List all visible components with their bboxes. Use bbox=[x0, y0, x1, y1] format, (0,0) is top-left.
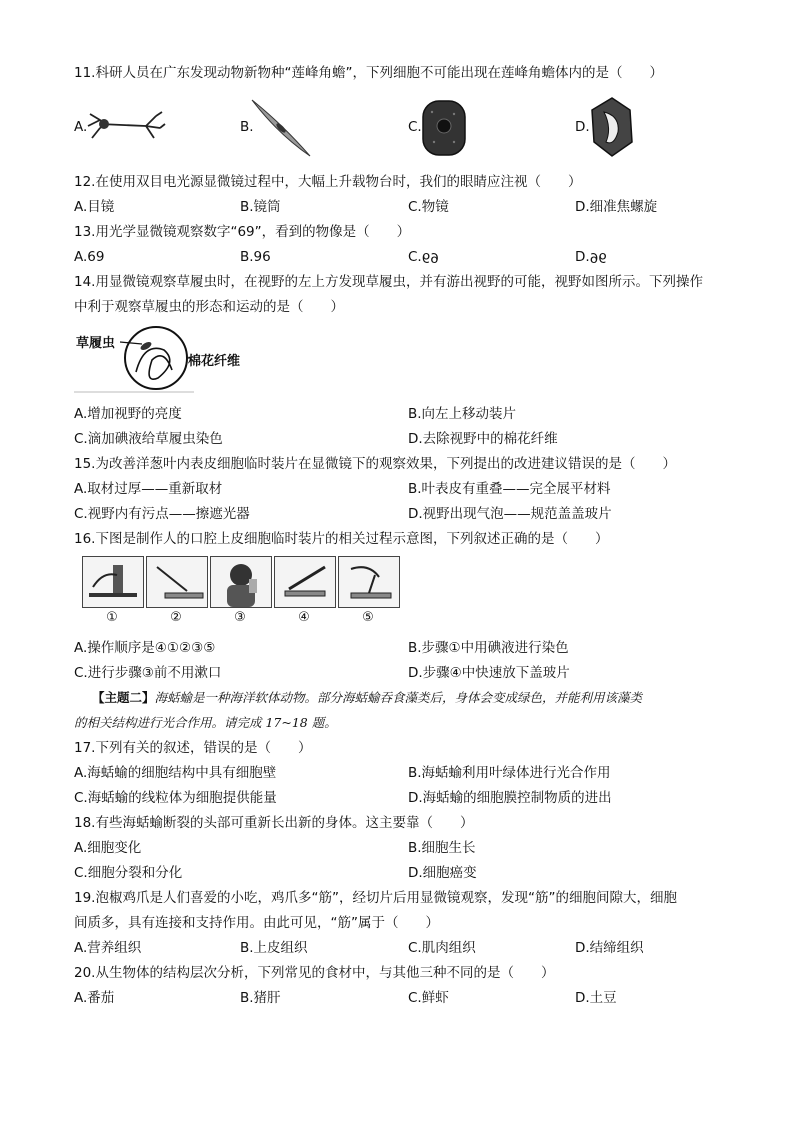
q15-option-b: B.叶表皮有重叠——完全展平材料 bbox=[408, 481, 611, 497]
q19-option-d: D.结缔组织 bbox=[575, 940, 644, 956]
microscope-field-figure bbox=[74, 322, 264, 394]
field-of-view-icon bbox=[74, 322, 194, 394]
q14-option-b: B.向左上移动装片 bbox=[408, 406, 517, 422]
plant-cell-image bbox=[590, 96, 634, 158]
q16-option-a: A.操作顺序是④①②③⑤ bbox=[74, 640, 216, 656]
q14-stem-1: 14.用显微镜观察草履虫时，在视野的左上方发现草履虫，并有游出视野的可能，视野如图所示。下列操作 bbox=[74, 274, 703, 290]
q13-option-d-flipped: 96 bbox=[589, 249, 607, 265]
q17-option-a: A.海蛞蝓的细胞结构中具有细胞壁 bbox=[74, 765, 277, 781]
q11-option-a: A. bbox=[74, 119, 88, 135]
q18-option-c: C.细胞分裂和分化 bbox=[74, 865, 183, 881]
round-cell-image bbox=[420, 98, 468, 158]
q14-option-c: C.滴加碘液给草履虫染色 bbox=[74, 431, 223, 447]
q11-stem: 11.科研人员在广东发现动物新物种“莲峰角蟾”，下列细胞不可能出现在莲峰角蟾体内的是（ ） bbox=[74, 65, 663, 81]
topic-2-label: 【主题二】 bbox=[92, 690, 155, 705]
q19-option-a: A.营养组织 bbox=[74, 940, 142, 956]
q19-option-c: C.肌肉组织 bbox=[408, 940, 476, 956]
q15-option-c: C.视野内有污点——擦遮光器 bbox=[74, 506, 250, 522]
q19-stem-1: 19.泡椒鸡爪是人们喜爱的小吃，鸡爪多“筋”，经切片后用显微镜观察，发现“筋”的细胞间隙大，细胞 bbox=[74, 890, 677, 906]
q17-option-d: D.海蛞蝓的细胞膜控制物质的进出 bbox=[408, 790, 612, 806]
q11-option-d: D. bbox=[575, 119, 590, 135]
q15-option-d: D.视野出现气泡——规范盖盖玻片 bbox=[408, 506, 612, 522]
q19-option-b: B.上皮组织 bbox=[240, 940, 308, 956]
q13-option-c: C. bbox=[408, 249, 422, 265]
q13-option-c-flipped: 69 bbox=[421, 249, 439, 265]
q15-stem: 15.为改善洋葱叶内表皮细胞临时装片在显微镜下的观察效果，下列提出的改进建议错误的是（ ） bbox=[74, 456, 676, 472]
step-4-number: ④ bbox=[298, 610, 310, 625]
q17-stem: 17.下列有关的叙述，错误的是（ ） bbox=[74, 740, 312, 756]
step-3-number: ③ bbox=[234, 610, 246, 625]
q20-option-b: B.猪肝 bbox=[240, 990, 281, 1006]
q15-option-a: A.取材过厚——重新取材 bbox=[74, 481, 223, 497]
q16-option-c: C.进行步骤③前不用漱口 bbox=[74, 665, 222, 681]
q20-option-a: A.番茄 bbox=[74, 990, 115, 1006]
slide-procedure-figure bbox=[80, 556, 400, 632]
muscle-cell-image bbox=[248, 96, 314, 160]
q18-option-d: D.细胞癌变 bbox=[408, 865, 477, 881]
step-2-image bbox=[146, 556, 208, 608]
q12-option-a: A.目镜 bbox=[74, 199, 115, 215]
q20-option-c: C.鲜虾 bbox=[408, 990, 449, 1006]
q17-option-b: B.海蛞蝓利用叶绿体进行光合作用 bbox=[408, 765, 611, 781]
q11-option-b: B. bbox=[240, 119, 254, 135]
q12-stem: 12.在使用双目电光源显微镜过程中，大幅上升载物台时，我们的眼睛应注视（ ） bbox=[74, 174, 582, 190]
q16-option-d: D.步骤④中快速放下盖玻片 bbox=[408, 665, 570, 681]
q13-stem: 13.用光学显微镜观察数字“69”，看到的物像是（ ） bbox=[74, 224, 411, 240]
q14-option-a: A.增加视野的亮度 bbox=[74, 406, 182, 422]
q18-option-b: B.细胞生长 bbox=[408, 840, 476, 856]
q13-option-a: A.69 bbox=[74, 249, 105, 265]
step-1-image bbox=[82, 556, 144, 608]
q14-option-d: D.去除视野中的棉花纤维 bbox=[408, 431, 558, 447]
q13-option-d: D. bbox=[575, 249, 590, 265]
q12-option-c: C.物镜 bbox=[408, 199, 449, 215]
q17-option-c: C.海蛞蝓的线粒体为细胞提供能量 bbox=[74, 790, 277, 806]
q20-option-d: D.土豆 bbox=[575, 990, 617, 1006]
step-5-image bbox=[338, 556, 400, 608]
q16-stem: 16.下图是制作人的口腔上皮细胞临时装片的相关过程示意图，下列叙述正确的是（ ） bbox=[74, 531, 609, 547]
step-5-number: ⑤ bbox=[362, 610, 374, 625]
q13-option-b: B.96 bbox=[240, 249, 271, 265]
step-1-number: ① bbox=[106, 610, 118, 625]
q18-stem: 18.有些海蛞蝓断裂的头部可重新长出新的身体。这主要靠（ ） bbox=[74, 815, 474, 831]
q14-stem-2: 中利于观察草履虫的形态和运动的是（ ） bbox=[74, 299, 344, 315]
step-4-image bbox=[274, 556, 336, 608]
topic-2-line-2: 的相关结构进行光合作用。请完成 17~18 题。 bbox=[74, 715, 337, 730]
step-2-number: ② bbox=[170, 610, 182, 625]
cotton-fiber-label: 棉花纤维 bbox=[188, 354, 241, 369]
paramecium-label: 草履虫 bbox=[76, 336, 116, 351]
step-3-image bbox=[210, 556, 272, 608]
q16-option-b: B.步骤①中用碘液进行染色 bbox=[408, 640, 569, 656]
q12-option-d: D.细准焦螺旋 bbox=[575, 199, 658, 215]
q11-option-c: C. bbox=[408, 119, 422, 135]
topic-2-line-1: 【主题二】海蛞蝓是一种海洋软体动物。部分海蛞蝓吞食藻类后，身体会变成绿色，并能利用该藻类 bbox=[92, 690, 643, 705]
q12-option-b: B.镜筒 bbox=[240, 199, 281, 215]
q20-stem: 20.从生物体的结构层次分析，下列常见的食材中，与其他三种不同的是（ ） bbox=[74, 965, 555, 981]
q18-option-a: A.细胞变化 bbox=[74, 840, 142, 856]
q19-stem-2: 间质多，具有连接和支持作用。由此可见，“筋”属于（ ） bbox=[74, 915, 439, 931]
neuron-cell-image bbox=[86, 106, 166, 146]
